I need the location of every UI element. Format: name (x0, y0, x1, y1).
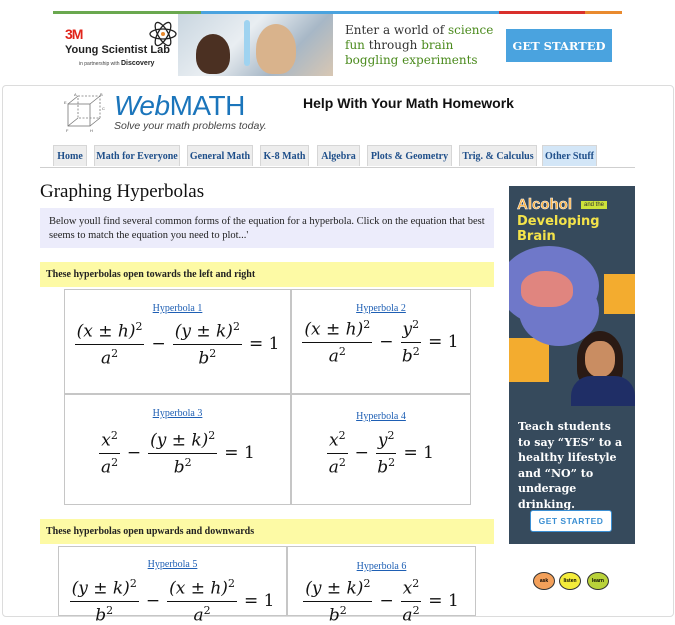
math-term: b (328, 605, 340, 625)
banner-ad[interactable] (53, 11, 622, 76)
tab-general-math[interactable]: General Math (187, 145, 253, 166)
section-heading: These hyperbolas open towards the left and right (40, 262, 494, 287)
main-nav (40, 145, 635, 168)
tab-math-for-everyone[interactable]: Math for Everyone (94, 145, 180, 166)
math-term: (y ± k) (71, 578, 130, 599)
math-term: a (100, 457, 112, 478)
math-exp: 2 (135, 320, 143, 333)
math-op: − (151, 334, 166, 355)
tab-other-stuff[interactable]: Other Stuff (542, 145, 597, 166)
logo-tagline: Solve your math problems today. (114, 120, 267, 132)
math-term: x (329, 430, 339, 451)
ask-bubble: ask (533, 572, 555, 590)
intro-text: Below youll find several common forms of the equation for a hyperbola. Click on the equation that best seems to match the equation you need to plot...' (40, 208, 494, 248)
math-exp: 2 (363, 577, 371, 590)
hyperbola-5-card[interactable] (58, 546, 287, 625)
ad-stripe (509, 338, 549, 382)
math-exp: 2 (412, 577, 420, 590)
hyperbola-2-card[interactable] (291, 289, 471, 394)
logo-web: Web (114, 90, 170, 121)
cube-icon (64, 92, 106, 134)
brain-icon (521, 271, 573, 307)
math-op: − (126, 443, 142, 464)
side-ad[interactable] (509, 186, 635, 600)
math-op: − (379, 332, 394, 353)
math-exp: 2 (387, 429, 395, 442)
math-term: y (377, 430, 388, 451)
ad-body-line: Teach students (518, 420, 611, 433)
copy-highlight: boggling experiments (345, 53, 478, 67)
math-exp: 2 (363, 318, 371, 331)
math-exp: 2 (338, 344, 346, 358)
photo-child (196, 34, 230, 74)
site-headline: Help With Your Math Homework (303, 95, 514, 111)
hyperbola-3-equation[interactable] (65, 429, 290, 477)
math-term: a (402, 605, 413, 625)
math-op: = 1 (428, 332, 459, 353)
math-exp: 2 (232, 320, 240, 333)
banner-get-started-button[interactable]: GET STARTED (506, 29, 612, 62)
math-exp: 2 (412, 344, 420, 358)
ad-photo-girl-shirt (571, 376, 635, 406)
banner-copy (345, 23, 493, 68)
math-exp: 2 (111, 455, 119, 469)
ad-title-developing-brain: Developing Brain (517, 214, 600, 244)
photo-child (256, 24, 296, 74)
hyperbola-4-link[interactable]: Hyperbola 4 (356, 411, 406, 422)
math-term: b (173, 457, 185, 478)
hyperbola-2-link[interactable]: Hyperbola 2 (356, 303, 406, 314)
hyperbola-2-equation[interactable] (292, 318, 470, 366)
math-exp: 2 (338, 455, 346, 469)
photo-test-tube (244, 20, 250, 66)
math-term: (x ± h) (304, 319, 364, 340)
discovery-logo: Discovery (120, 60, 155, 67)
hyperbola-1-equation[interactable] (65, 320, 290, 368)
math-term: y (402, 319, 413, 340)
tab-k8-math[interactable]: K-8 Math (260, 145, 309, 166)
math-op: = 1 (224, 443, 255, 464)
hyperbola-5-equation[interactable] (59, 577, 286, 625)
banner-stripe (585, 11, 622, 14)
page-title: Graphing Hyperbolas (40, 181, 205, 202)
hyperbola-1-card[interactable] (64, 289, 291, 394)
copy-text: through (364, 38, 422, 52)
ad-title-and-the: and the (581, 201, 607, 209)
math-exp: 2 (106, 603, 114, 617)
tab-plots-geometry[interactable]: Plots & Geometry (367, 145, 452, 166)
ad-stripe (604, 274, 635, 314)
math-exp: 2 (110, 429, 118, 442)
atom-icon (148, 19, 178, 49)
math-exp: 2 (338, 429, 346, 442)
svg-text:A: A (74, 92, 77, 97)
math-exp: 2 (339, 603, 347, 617)
copy-highlight: fun (345, 38, 365, 52)
banner-product-name: Young Scientist Lab (65, 44, 170, 56)
copy-text: Enter a world of (345, 23, 448, 37)
math-exp: 2 (184, 455, 192, 469)
math-term: a (100, 348, 112, 369)
math-op: = 1 (403, 443, 434, 464)
math-op: − (379, 591, 394, 612)
logo-math: MATH (169, 90, 245, 121)
banner-partner (65, 60, 170, 67)
math-exp: 2 (208, 429, 216, 442)
math-exp: 2 (412, 318, 420, 331)
ad-photo-girl-face (585, 341, 615, 377)
hyperbola-4-equation[interactable] (292, 429, 470, 477)
hyperbola-4-card[interactable] (291, 394, 471, 505)
section-heading: These hyperbolas open upwards and downwards (40, 519, 494, 544)
math-exp: 2 (129, 577, 137, 590)
svg-text:E: E (64, 100, 67, 105)
ad-body-line: and “NO” to (518, 466, 594, 480)
ad-body-line: healthy lifestyle (518, 451, 617, 464)
learn-bubble: learn (587, 572, 609, 590)
math-term: x (101, 430, 111, 451)
math-term: (y ± k) (305, 578, 364, 599)
math-op: − (145, 591, 161, 612)
math-term: (x ± h) (169, 578, 228, 599)
math-exp: 2 (388, 455, 396, 469)
banner-stripe (499, 11, 585, 14)
math-term: x (402, 578, 413, 599)
hyperbola-3-link[interactable]: Hyperbola 3 (152, 408, 203, 419)
math-term: b (377, 457, 389, 478)
svg-text:H: H (90, 128, 93, 133)
math-op: − (354, 443, 369, 464)
hyperbola-6-equation[interactable] (288, 577, 475, 625)
math-term: (y ± k) (174, 321, 233, 342)
tab-home[interactable]: Home (53, 145, 87, 166)
math-op: = 1 (428, 591, 459, 612)
math-term: (y ± k) (150, 430, 209, 451)
logo-wordmark (114, 92, 245, 120)
ad-body-line: underage drinking. (518, 482, 577, 511)
ad-title-alcohol: Alcohol (517, 196, 572, 213)
listen-bubble: listen (559, 572, 581, 590)
partner-prefix: in partnership with (79, 61, 120, 67)
tab-algebra[interactable]: Algebra (317, 145, 360, 166)
math-term: b (401, 346, 413, 367)
math-term: b (198, 348, 210, 369)
webmath-logo[interactable] (64, 90, 269, 138)
hyperbola-6-card[interactable] (287, 546, 476, 625)
math-exp: 2 (203, 603, 211, 617)
math-term: a (193, 605, 204, 625)
math-exp: 2 (111, 346, 119, 360)
math-op: = 1 (243, 591, 275, 612)
copy-highlight: brain (421, 38, 454, 52)
math-term: (x ± h) (76, 321, 136, 342)
ad-body-line: to say “YES” to a (518, 435, 623, 449)
svg-text:F: F (66, 128, 69, 133)
svg-text:B: B (100, 92, 103, 97)
math-term: b (95, 605, 107, 625)
hyperbola-3-card[interactable] (64, 394, 291, 505)
banner-photo (178, 14, 333, 76)
hyperbola-5-link[interactable]: Hyperbola 5 (147, 559, 198, 570)
3m-logo: 3M (65, 26, 83, 42)
copy-highlight: science (447, 23, 494, 37)
ad-get-started-button[interactable]: GET STARTED (530, 510, 612, 532)
svg-text:C: C (102, 106, 105, 111)
math-exp: 2 (412, 603, 420, 617)
math-exp: 2 (209, 346, 217, 360)
hyperbola-1-link[interactable]: Hyperbola 1 (152, 303, 203, 314)
math-op: = 1 (248, 334, 280, 355)
hyperbola-6-link[interactable]: Hyperbola 6 (356, 561, 407, 572)
ad-body-text (518, 419, 635, 512)
math-exp: 2 (227, 577, 235, 590)
math-term: a (328, 346, 339, 367)
math-term: a (328, 457, 339, 478)
tab-trig-calculus[interactable]: Trig. & Calculus (459, 145, 537, 166)
